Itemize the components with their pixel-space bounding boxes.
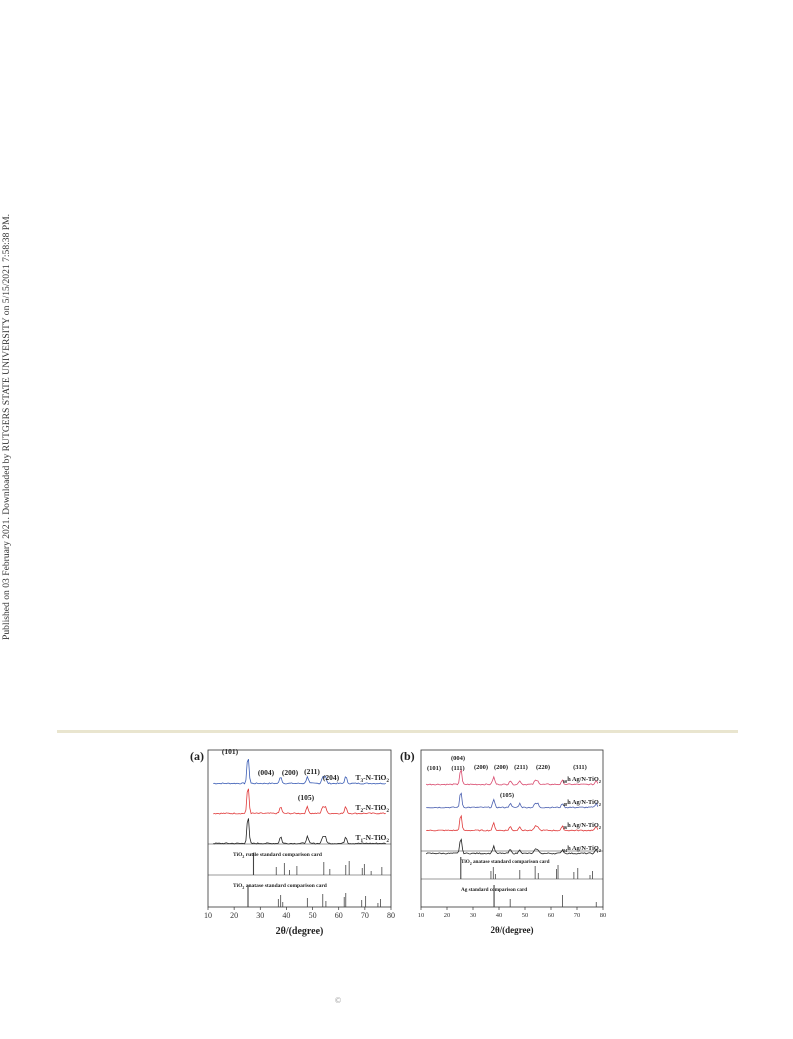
series-label: $T_3-N-TiO_2$	[355, 773, 389, 784]
xrd-figure	[190, 744, 610, 940]
x-tick-label: 20	[443, 912, 451, 919]
x-tick-label: 30	[256, 911, 265, 920]
peak-index-label: (111)	[451, 765, 465, 772]
series-label: $_4$8h Ag/N-TiO$_2$	[562, 799, 601, 807]
header-rule	[57, 730, 738, 733]
download-notice: Published on 03 February 2021. Downloaded by RUTGERS STATE UNIVERSITY on 5/15/2021 7:58:38 PM.	[1, 213, 12, 640]
x-tick-label: 60	[334, 911, 343, 920]
xrd-figure-svg	[190, 744, 610, 940]
x-tick-label: 40	[495, 912, 503, 919]
peak-index-label: (211)	[514, 764, 528, 771]
reference-card-label: TiO$_2$ anatase standard comparison card	[233, 883, 327, 890]
x-tick-label: 60	[547, 912, 555, 919]
peak-index-label: (311)	[573, 764, 587, 771]
x-tick-label: 10	[204, 911, 212, 920]
x-tick-label: 10	[417, 912, 425, 919]
peak-index-label: (105)	[499, 792, 515, 799]
x-tick-label: 40	[282, 911, 291, 920]
x-tick-label: 30	[469, 912, 477, 919]
peak-index-label: (101)	[426, 765, 442, 772]
reference-card-label: Ag standard comparison card	[461, 887, 528, 893]
copyright-mark: ©	[335, 996, 342, 1005]
peak-index-label: (200)	[281, 768, 299, 777]
series-label: $_3$6h Ag/N-TiO$_2$	[562, 822, 601, 830]
x-axis-label: 2θ/(degree)	[490, 925, 534, 935]
reference-card-label: TiO$_2$ anatase standard comparison card	[461, 859, 550, 866]
x-tick-label: 50	[308, 911, 317, 920]
peak-index-label: (004)	[450, 755, 466, 762]
reference-card-label: TiO$_2$ rutile standard comparison card	[233, 852, 322, 859]
x-tick-label: 70	[360, 911, 369, 920]
panel-label: (b)	[400, 749, 415, 763]
peak-index-label: (200)	[493, 764, 509, 771]
series-label: $_2$4h Ag/N-TiO$_2$	[562, 845, 601, 853]
series-label: $_6$0h Ag/N-TiO$_2$	[562, 776, 601, 784]
x-tick-label: 80	[599, 912, 607, 919]
x-tick-label: 70	[573, 912, 581, 919]
x-tick-label: 50	[521, 912, 529, 919]
peak-index-label: (204)	[322, 773, 340, 782]
peak-index-label: (105)	[297, 793, 315, 802]
peak-index-label: (200)	[473, 764, 489, 771]
peak-index-label: (211)	[304, 767, 320, 776]
peak-index-label: (220)	[535, 764, 551, 771]
peak-index-label: (004)	[257, 768, 275, 777]
x-tick-label: 80	[387, 911, 395, 920]
peak-index-label: (101)	[221, 747, 239, 756]
series-label: $T_1-N-TiO_2$	[355, 833, 389, 844]
panel-label: (a)	[190, 749, 204, 763]
series-label: $T_2-N-TiO_2$	[355, 803, 389, 814]
x-axis-label: 2θ/(degree)	[275, 926, 324, 937]
x-tick-label: 20	[230, 911, 239, 920]
